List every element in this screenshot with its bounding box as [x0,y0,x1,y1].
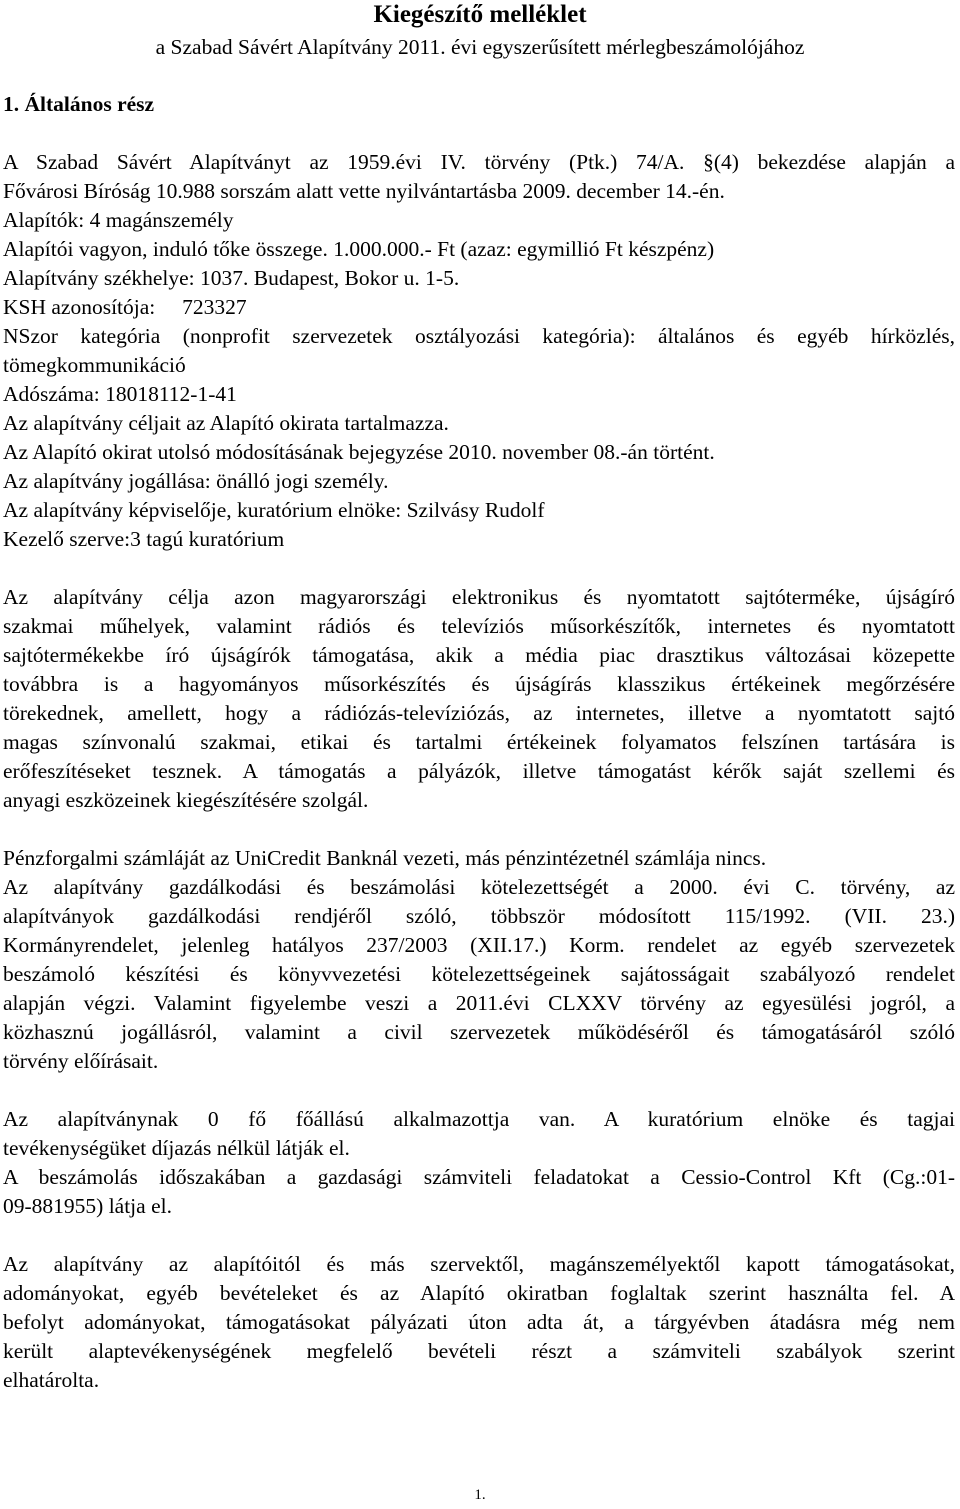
text-line: NSzor kategória (nonprofit szervezetek osztályozási kategória): általános és egyéb hírközlés, [3,324,955,348]
text-line: Pénzforgalmi számláját az UniCredit Banknál vezeti, más pénzintézetnél számlája nincs. [3,846,767,870]
text-line: KSH azonosítója: 723327 [3,295,247,319]
text-line: törvény előírásait. [3,1049,159,1073]
text-line: anyagi eszközeinek kiegészítésére szolgál. [3,788,369,812]
text-line: magas színvonalú szakmai, etikai és tartalmi értékeinek folyamatos felszínen tartására is [3,730,955,754]
text-line: Fővárosi Bíróság 10.988 sorszám alatt vette nyilvántartásba 2009. december 14.-én. [3,179,725,203]
text-line: került alaptevékenységének megfelelő bevételi részt a számviteli szabályok szerint [3,1339,955,1363]
text-line: Az alapítványnak 0 fő főállású alkalmazottja van. A kuratórium elnöke és tagjai [3,1107,955,1131]
text-line: tömegkommunikáció [3,353,186,377]
text-line: tevékenységüket díjazás nélkül látják el. [3,1136,350,1160]
text-line: A Szabad Sávért Alapítványt az 1959.évi IV. törvény (Ptk.) 74/A. §(4) bekezdése alapján a [3,150,955,174]
document-title: Kiegészítő melléklet [373,1,587,28]
text-line: elhatárolta. [3,1368,100,1392]
section-heading: 1. Általános rész [3,92,155,116]
text-line: Alapítvány székhelye: 1037. Budapest, Bokor u. 1-5. [3,266,460,290]
text-line: Az alapítvány az alapítóitól és más szervektől, magánszemélyektől kapott támogatásokat, [3,1252,955,1276]
text-line: továbbra is a hagyományos műsorkészítés és újságírás klasszikus értékeinek megőrzésére [3,672,955,696]
text-line: alapján végzi. Valamint figyelembe veszi a 2011.évi CLXXV törvény az egyesülési jogról, a [3,991,955,1015]
text-line: közhasznú jogállásról, valamint a civil szervezetek működéséről és támogatásáról szóló [3,1020,955,1044]
text-line: szakmai műhelyek, valamint rádiós és televíziós műsorkészítők, internetes és nyomtatott [3,614,955,638]
text-line: A beszámolás időszakában a gazdasági számviteli feladatokat a Cessio-Control Kft (Cg.:01- [3,1165,955,1189]
text-line: Az alapítvány képviselője, kuratórium elnöke: Szilvásy Rudolf [3,498,545,522]
text-line: Az alapítvány jogállása: önálló jogi személy. [3,469,389,493]
text-line: adományokat, egyéb bevételeket és az Alapító okiratban foglaltak szerint használta fel. A [3,1281,955,1305]
text-line: Kormányrendelet, jelenleg hatályos 237/2003 (XII.17.) Korm. rendelet az egyéb szervezetek [3,933,955,957]
text-line: befolyt adományokat, támogatásokat pályázati úton adta át, a tárgyévben átadásra még nem [3,1310,955,1334]
text-line: Kezelő szerve:3 tagú kuratórium [3,527,285,551]
text-line: Az alapítvány gazdálkodási és beszámolási kötelezettségét a 2000. évi C. törvény, az [3,875,955,899]
text-line: sajtótermékekbe író újságírók támogatása, akik a média piac drasztikus változásai közepette [3,643,955,667]
text-line: beszámoló készítési és könyvvezetési kötelezettségeinek sajátosságait szabályozó rendelet [3,962,955,986]
text-line: Adószáma: 18018112-1-41 [3,382,237,406]
text-line: Az Alapító okirat utolsó módosításának bejegyzése 2010. november 08.-án történt. [3,440,715,464]
text-line: törekednek, amellett, hogy a rádiózás-televíziózás, az internetes, illetve a nyomtatott sajtó [3,701,955,725]
text-line: Alapítói vagyon, induló tőke összege. 1.000.000.- Ft (azaz: egymillió Ft készpénz) [3,237,715,261]
text-line: alapítványok gazdálkodási rendjéről szóló, többször módosított 115/1992. (VII. 23.) [3,904,955,928]
text-line: erőfeszítéseket tesznek. A támogatás a pályázók, illetve támogatást kérők saját szellemi és [3,759,955,783]
text-line: 09-881955) látja el. [3,1194,172,1218]
text-line: Az alapítvány céljait az Alapító okirata tartalmazza. [3,411,449,435]
document-subtitle: a Szabad Sávért Alapítvány 2011. évi egyszerűsített mérlegbeszámolójához [155,35,805,59]
text-line: Az alapítvány célja azon magyarországi elektronikus és nyomtatott sajtóterméke, újságíró [3,585,955,609]
page-number: 1. [474,1487,486,1503]
text-line: Alapítók: 4 magánszemély [3,208,234,232]
